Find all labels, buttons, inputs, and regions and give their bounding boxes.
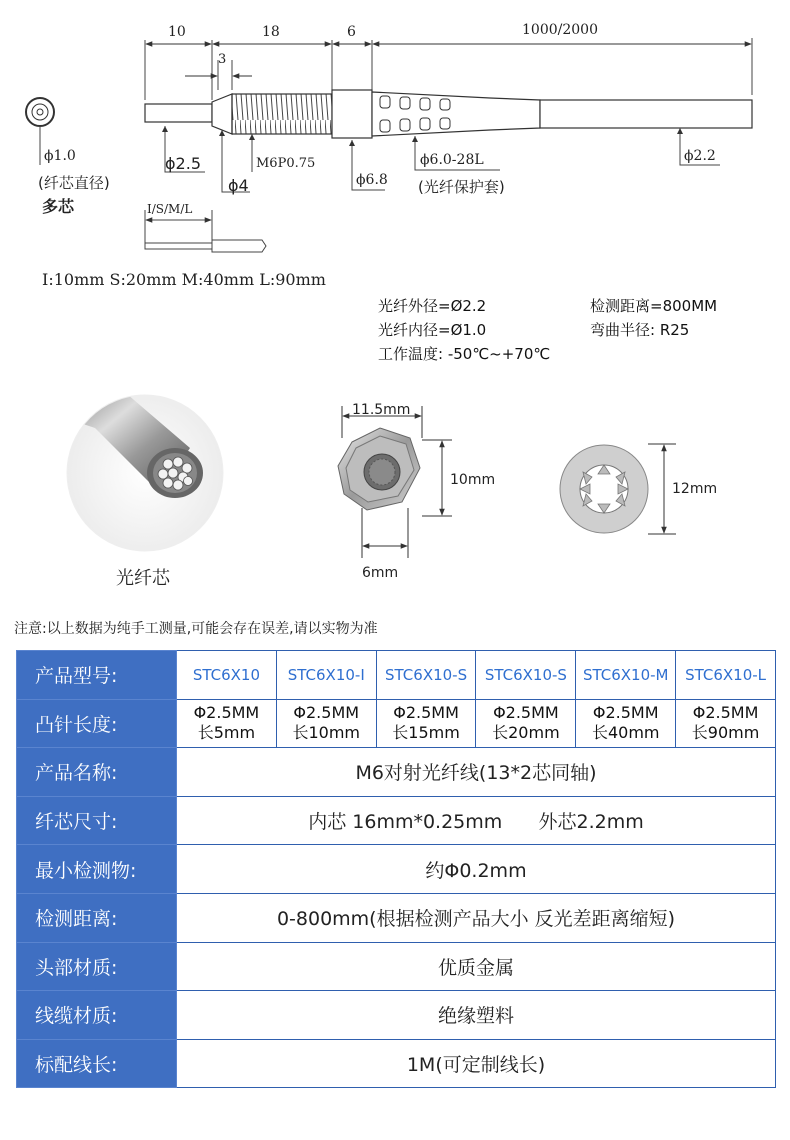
pin-cell: Φ2.5MM 长10mm [276,699,376,748]
nut-bottom-label: 6mm [362,565,399,581]
pin-cell: Φ2.5MM 长15mm [376,699,476,748]
table-row [17,699,776,748]
row-header: 产品名称: [17,748,177,797]
spec-distance: 检测距离=800MM [590,297,718,315]
table-row [17,893,776,942]
table-row [17,845,776,894]
hex-nut-photo [322,398,462,558]
sleeve-note: (光纤保护套) [418,178,505,196]
table-row [17,1039,776,1088]
spec-bend: 弯曲半径: R25 [590,321,690,339]
table-row [17,748,776,797]
technical-drawing [0,0,790,300]
core-dia-label: ϕ1.0 [44,148,76,164]
table-row [17,991,776,1040]
row-header: 纤芯尺寸: [17,796,177,845]
core-dia-note: (纤芯直径) [38,174,110,192]
row-value: 0-800mm(根据检测产品大小 反光差距离缩短) [177,893,776,942]
pin-cell: Φ2.5MM 长20mm [476,699,576,748]
pin-cell: Φ2.5MM 长5mm [177,699,277,748]
pin-cell: Φ2.5MM 长90mm [676,699,776,748]
fiber-core-caption: 光纤芯 [116,568,170,589]
row-value: 优质金属 [177,942,776,991]
row-value: 绝缘塑料 [177,991,776,1040]
model-cell: STC6X10-I [276,651,376,700]
core-end-view [26,98,54,126]
lengths-label: I:10mm S:20mm M:40mm L:90mm [42,270,326,289]
row-value: 约Φ0.2mm [177,845,776,894]
row-value: 1M(可定制线长) [177,1039,776,1088]
body-dia-label: ϕ6.8 [356,172,388,188]
spec-outer: 光纤外径=Ø2.2 [378,297,487,315]
dim-6: 6 [347,24,356,40]
toothed-washer-photo [548,438,678,538]
dim-length: 1000/2000 [522,22,598,38]
spec-table [16,650,776,1088]
multi-core-label: 多芯 [42,197,75,216]
dim-10: 10 [168,24,186,40]
table-row [17,651,776,700]
model-cell: STC6X10-S [476,651,576,700]
nut-width-label: 11.5mm [352,402,411,418]
row-header: 检测距离: [17,893,177,942]
disclaimer-note: 注意:以上数据为纯手工测量,可能会存在误差,请以实物为准 [14,621,378,637]
row-header: 线缆材质: [17,991,177,1040]
row-value: M6对射光纤线(13*2芯同轴) [177,748,776,797]
fiber-core-photo [65,388,225,558]
table-row [17,942,776,991]
row-value: 内芯 16mm*0.25mm 外芯2.2mm [177,796,776,845]
model-cell: STC6X10-S [376,651,476,700]
spec-inner: 光纤内径=Ø1.0 [378,321,487,339]
table-row [17,796,776,845]
thread-label: M6P0.75 [256,156,316,171]
tip-dia-label: ϕ2.5 [165,154,201,173]
row-header: 头部材质: [17,942,177,991]
row-header: 产品型号: [17,651,177,700]
row-header: 凸针长度: [17,699,177,748]
row-header: 最小检测物: [17,845,177,894]
model-cell: STC6X10 [177,651,277,700]
spec-temp: 工作温度: -50℃~+70℃ [378,345,551,363]
washer-label: 12mm [672,481,718,497]
thread-dia-label: ϕ4 [228,176,249,195]
row-header: 标配线长: [17,1039,177,1088]
dim-18: 18 [262,24,280,40]
model-cell: STC6X10-L [676,651,776,700]
dim-3: 3 [218,52,227,67]
pin-cell: Φ2.5MM 长40mm [576,699,676,748]
isml-label: I/S/M/L [147,202,193,216]
sleeve-label: ϕ6.0-28L [420,152,484,168]
cable-dia-label: ϕ2.2 [684,148,716,164]
nut-height-label: 10mm [450,472,496,488]
model-cell: STC6X10-M [576,651,676,700]
